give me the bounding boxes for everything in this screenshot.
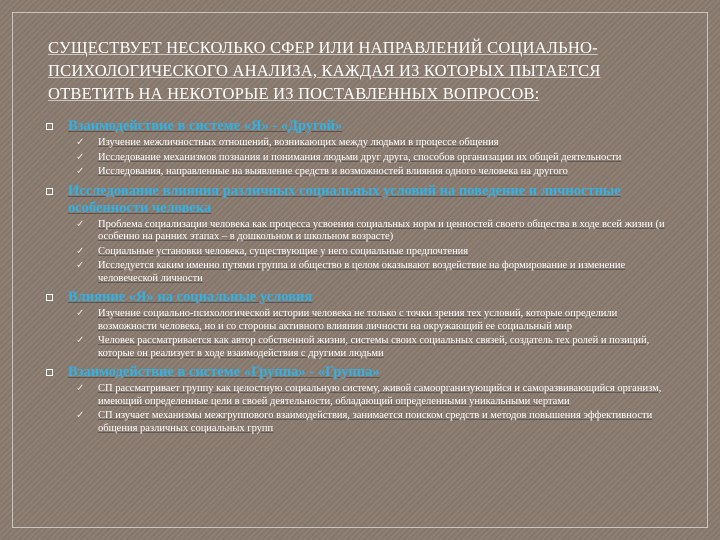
square-bullet-icon <box>46 188 53 195</box>
item-list <box>68 219 678 286</box>
list-item-text: Изучение социально-психологической истории человека не только с точки зрения тех условий, которые определили возможности человека, но и со стороны активного влияния личности на окружающий ее социальный мир <box>98 308 618 332</box>
item-list <box>68 137 678 179</box>
slide-title: СУЩЕСТВУЕТ НЕСКОЛЬКО СФЕР ИЛИ НАПРАВЛЕНИЙ СОЦИАЛЬНО-ПСИХОЛОГИЧЕСКОГО АНАЛИЗА, КАЖДАЯ ИЗ КОТОРЫХ ПЫТАЕТСЯ ОТВЕТИТЬ НА НЕКОТОРЫЕ ИЗ ПОСТАВЛЕННЫХ ВОПРОСОВ: <box>48 38 601 103</box>
list-item <box>68 152 678 165</box>
checkmark-bullet-icon: ✓ <box>76 166 85 177</box>
list-item <box>68 137 678 150</box>
checkmark-bullet-icon: ✓ <box>76 383 85 394</box>
list-item <box>68 260 678 285</box>
section-group-group <box>46 364 678 435</box>
list-item <box>68 166 678 179</box>
list-item <box>68 219 678 244</box>
square-bullet-icon <box>46 294 53 301</box>
checkmark-bullet-icon: ✓ <box>76 245 85 257</box>
list-item <box>68 410 678 435</box>
section-heading: Исследование влияния различных социальных условий на поведение и личностные особенности человека <box>68 182 621 216</box>
section-social-conditions <box>46 183 678 286</box>
slide-content <box>46 118 678 437</box>
list-item-text: Социальные установки человека, существующие у него социальные предпочтения <box>98 245 469 257</box>
list-item <box>68 308 678 333</box>
list-item <box>68 335 678 360</box>
item-list <box>68 308 678 360</box>
list-item-text: Исследуется каким именно путями группа и общество в целом оказывают воздействие на формирование и изменение человеческой личности <box>98 260 626 284</box>
item-list <box>68 383 678 435</box>
checkmark-bullet-icon: ✓ <box>76 308 85 319</box>
list-item-text: Исследования, направленные на выявление средств и возможностей влияния одного человека на другого <box>98 166 568 177</box>
section-heading: Влияние «Я» на социальные условия <box>68 289 313 305</box>
checkmark-bullet-icon: ✓ <box>76 410 85 421</box>
checkmark-bullet-icon: ✓ <box>76 137 85 148</box>
section-heading: Взаимодействие в системе «Группа» - «Группа» <box>68 364 380 380</box>
section-self-other <box>46 118 678 179</box>
list-item-text: Изучение межличностных отношений, возникающих между людьми в процессе общения <box>98 137 499 148</box>
square-bullet-icon <box>46 123 53 130</box>
list-item-text: Проблема социализации человека как процесса усвоения социальных норм и ценностей своего общества в ходе всей жизни (и особенно на ранних этапах – в дошкольном и школьном возрасте) <box>98 218 665 242</box>
list-item-text: СП изучает механизмы межгруппового взаимодействия, занимается поиском средств и методов повышения эффективности общения различных социальных групп <box>98 410 653 434</box>
checkmark-bullet-icon: ✓ <box>76 151 85 163</box>
list-item-text: Исследование механизмов познания и понимания людьми друг друга, способов организации их общей деятельности <box>98 151 622 163</box>
checkmark-bullet-icon: ✓ <box>76 335 85 346</box>
list-item <box>68 246 678 259</box>
list-item-text: Человек рассматривается как автор собственной жизни, системы своих социальных связей, создатель тех ролей и позиций, которые он реализует в ходе взаимодействия с другими людьми <box>98 335 650 359</box>
section-heading: Взаимодействие в системе «Я» - «Другой» <box>68 118 343 134</box>
list-item-text: СП рассматривает группу как целостную социальную систему, живой самоорганизующийся и саморазвивающийся организм, имеющий определенные цели в своей деятельности, обладающий определенными уникальными чертами <box>98 383 662 407</box>
square-bullet-icon <box>46 369 53 376</box>
section-self-influence <box>46 289 678 360</box>
checkmark-bullet-icon: ✓ <box>76 260 85 271</box>
checkmark-bullet-icon: ✓ <box>76 218 85 230</box>
list-item <box>68 383 678 408</box>
